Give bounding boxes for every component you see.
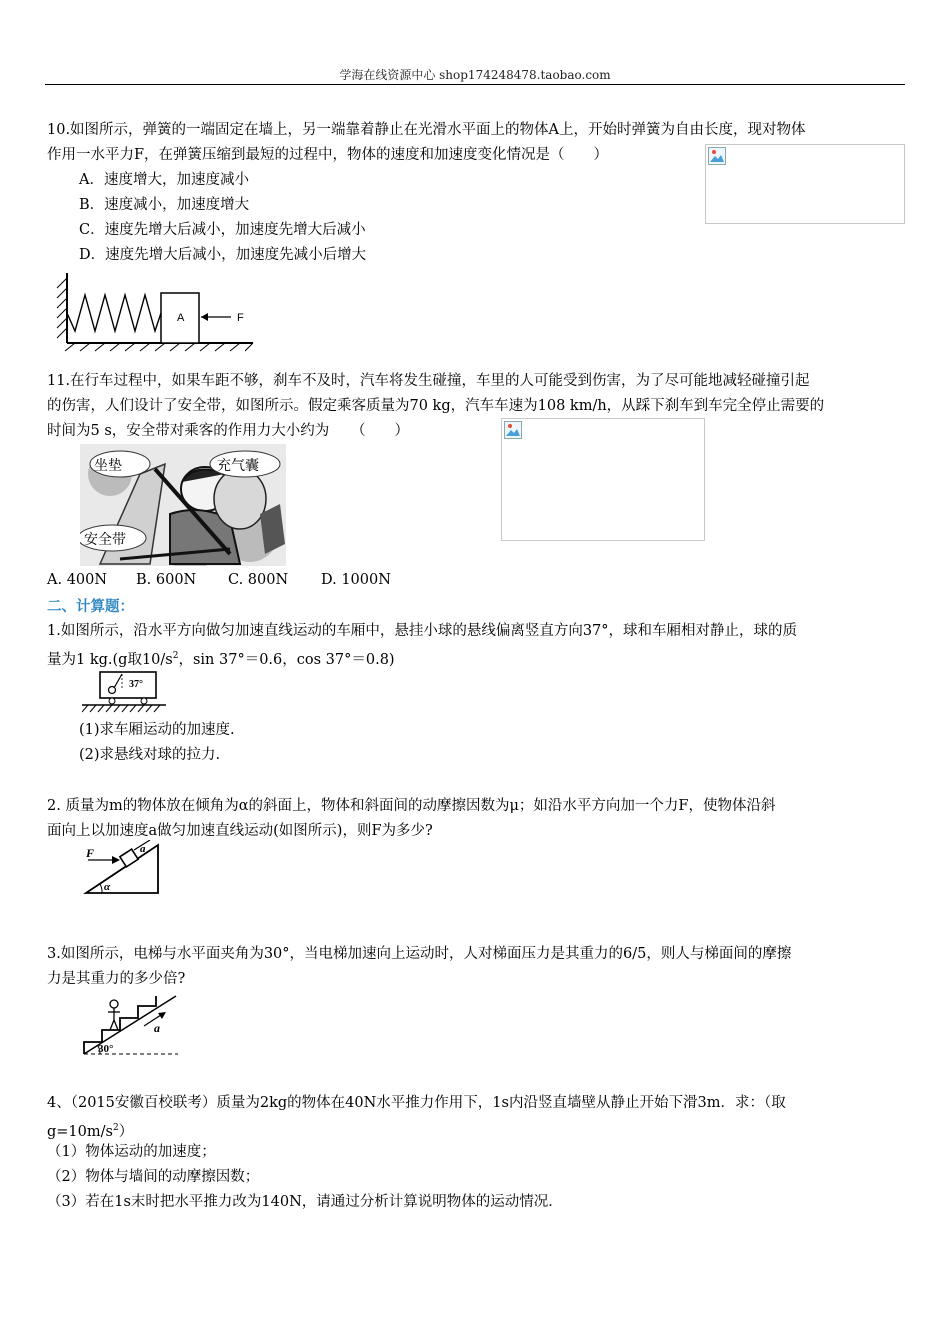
c1-carriage-figure <box>82 668 167 716</box>
q10-spring-figure <box>55 273 260 353</box>
c3-line1: 3.如图所示，电梯与水平面夹角为30°，当电梯加速向上运动时，人对梯面压力是其重力的6/5，则人与梯面间的摩擦 <box>47 946 792 962</box>
q10-option-b: B．速度减小，加速度增大 <box>79 197 250 213</box>
c2-line2: 面向上以加速度a做匀加速直线运动(如图所示)，则F为多少? <box>47 823 433 839</box>
broken-image-icon <box>504 421 522 439</box>
accel-label-a: a <box>140 843 146 855</box>
q11-option-c: C. 800N <box>228 572 289 588</box>
q10-option-c: C．速度先增大后减小，加速度先增大后减小 <box>79 222 366 238</box>
section-title-calculation: 二、计算题： <box>47 598 134 615</box>
block-a-label: A <box>177 312 185 324</box>
q10-line1: 10.如图所示，弹簧的一端固定在墙上，另一端靠着静止在光滑水平面上的物体A上，开始时弹簧为自由长度，现对物体 <box>47 122 806 138</box>
angle-label-alpha: α <box>104 881 111 893</box>
q10-option-a: A．速度增大，加速度减小 <box>79 172 249 188</box>
broken-image-icon <box>708 147 726 165</box>
c4-sub1: （1）物体运动的加速度； <box>47 1144 216 1160</box>
c3-line2: 力是其重力的多少倍? <box>47 971 186 987</box>
c4-line1: 4、（2015安徽百校联考）质量为2kg的物体在40N水平推力作用下，1s内沿竖直墙壁从静止开始下滑3m．求：（取 <box>47 1095 786 1111</box>
q11-option-d: D. 1000N <box>321 572 391 588</box>
q11-placeholder-image <box>501 418 705 541</box>
accel-label-a: a <box>154 1021 160 1035</box>
page-header: 学海在线资源中心 shop174248478.taobao.com <box>339 68 611 82</box>
c1-line1: 1.如图所示，沿水平方向做匀加速直线运动的车厢中，悬挂小球的悬线偏离竖直方向37°，球和车厢相对静止，球的质 <box>47 623 798 639</box>
angle-37-label: 37° <box>129 679 143 690</box>
q11-seatbelt-figure <box>80 444 286 566</box>
header-divider <box>45 84 905 85</box>
q10-option-d: D．速度先增大后减小，加速度先减小后增大 <box>79 247 367 263</box>
c4-sub3: （3）若在1s末时把水平推力改为140N，请通过分析计算说明物体的运动情况． <box>47 1194 563 1210</box>
label-seat: 坐垫 <box>94 458 122 474</box>
c1-line2: 量为1 kg.(g取$10/s^2$，sin 37°＝0.6，cos 37°＝0.8) <box>47 651 395 668</box>
q10-placeholder-image <box>705 144 905 224</box>
c1-sub1: (1)求车厢运动的加速度. <box>79 722 235 738</box>
c4-sub2: （2）物体与墙间的动摩擦因数； <box>47 1169 260 1185</box>
c1-sub2: (2)求悬线对球的拉力. <box>79 747 221 763</box>
q11-option-a: A. 400N <box>47 572 108 588</box>
c2-incline-figure <box>80 840 170 898</box>
q11-line2: 的伤害，人们设计了安全带，如图所示。假定乘客质量为70 kg，汽车车速为108 km/h，从踩下刹车到车完全停止需要的 <box>47 398 825 414</box>
q10-line2: 作用一水平力F，在弹簧压缩到最短的过程中，物体的速度和加速度变化情况是（ ） <box>47 147 609 163</box>
c3-escalator-figure <box>80 992 180 1060</box>
c2-line1: 2. 质量为m的物体放在倾角为α的斜面上，物体和斜面间的动摩擦因数为μ；如沿水平方向加一个力F，使物体沿斜 <box>47 798 776 814</box>
label-airbag: 充气囊 <box>217 458 259 474</box>
angle-30-label: 30° <box>98 1043 114 1055</box>
q11-line1: 11.在行车过程中，如果车距不够，刹车不及时，汽车将发生碰撞，车里的人可能受到伤害，为了尽可能地减轻碰撞引起 <box>47 373 810 389</box>
q11-line3: 时间为5 s，安全带对乘客的作用力大小约为 （ ） <box>47 423 410 439</box>
c4-line2: $g=10m/s^2$） <box>47 1123 134 1140</box>
label-seatbelt: 安全带 <box>84 532 126 548</box>
q11-option-b: B. 600N <box>136 572 197 588</box>
force-label-F: F <box>86 846 95 860</box>
force-f-label: F <box>237 312 244 324</box>
